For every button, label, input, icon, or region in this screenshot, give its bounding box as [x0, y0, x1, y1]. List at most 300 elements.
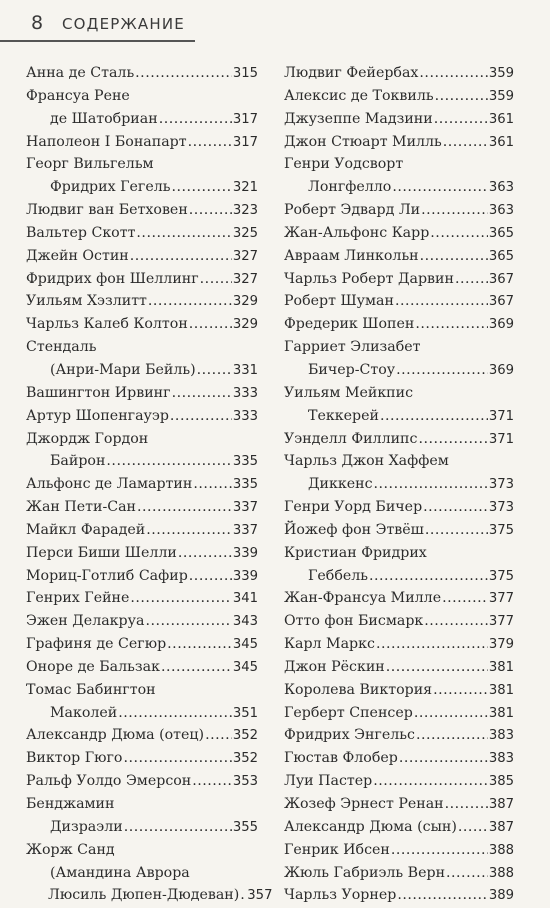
- toc-entry: [26, 793, 258, 839]
- toc-entry-title: Вальтер Скотт: [26, 224, 136, 241]
- toc-entry-page: 361: [488, 111, 514, 127]
- toc-entry-title: Карл Маркс: [284, 636, 375, 653]
- toc-entry-line: [284, 62, 514, 85]
- toc-entry-line: [284, 428, 514, 451]
- toc-entry-title: Виктор Гюго: [26, 750, 123, 767]
- toc-entry-line: [26, 268, 258, 291]
- toc-entry-line: [284, 131, 514, 154]
- toc-entry-title: Людвиг Фейербах: [284, 65, 419, 81]
- toc-leader-dots: [145, 610, 231, 633]
- toc-entry-page: 359: [488, 88, 514, 104]
- toc-entry-line: [26, 496, 258, 519]
- toc-leader-dots: [124, 816, 232, 839]
- toc-entry-page: 367: [488, 271, 514, 287]
- toc-entry-page: 387: [488, 819, 514, 835]
- toc-entry-title: Чарльз Уорнер: [284, 887, 397, 904]
- toc-entry: [26, 336, 258, 382]
- toc-entry-title: Фридрих Энгельс: [284, 727, 415, 744]
- toc-entry-line: [284, 222, 514, 245]
- toc-entry: [26, 268, 258, 291]
- toc-entry: [284, 884, 514, 907]
- toc-entry-title: Люсиль Дюпен-Дюдеван): [48, 887, 240, 904]
- toc-entry: [284, 542, 514, 588]
- toc-entry: [284, 816, 514, 839]
- toc-entry-line: [26, 85, 258, 108]
- toc-entry-page: 389: [488, 888, 514, 904]
- toc-entry: [26, 405, 258, 428]
- toc-entry: [26, 199, 258, 222]
- toc-entry-line: [284, 839, 514, 862]
- toc-leader-dots: [391, 839, 488, 862]
- toc-entry: [284, 382, 514, 428]
- toc-leader-dots: [240, 884, 246, 907]
- toc-entry: [26, 153, 258, 199]
- toc-leader-dots: [118, 702, 232, 725]
- toc-entry-title: Уэнделл Филлипс: [284, 430, 418, 447]
- toc-entry-page: 345: [232, 637, 258, 653]
- toc-entry-title: Жюль Габриэль Верн: [284, 864, 446, 881]
- toc-leader-dots: [424, 610, 488, 633]
- toc-entry-page: 329: [232, 294, 258, 310]
- toc-entry: [26, 633, 258, 656]
- toc-leader-dots: [369, 565, 488, 588]
- toc-entry: [284, 290, 514, 313]
- toc-leader-dots: [434, 108, 488, 131]
- toc-leader-dots: [178, 542, 232, 565]
- toc-entry-page: 337: [232, 500, 258, 516]
- toc-entry-title: Чарльз Джон Хаффем: [284, 453, 449, 470]
- toc-entry-line: [26, 679, 258, 702]
- toc-entry-page: 369: [488, 362, 514, 378]
- toc-entry-page: 375: [488, 522, 514, 538]
- toc-entry-title: Лонгфелло: [308, 179, 392, 196]
- page-number: 8: [31, 12, 44, 34]
- toc-entry-page: 365: [488, 248, 514, 264]
- toc-entry-page: 381: [488, 659, 514, 675]
- toc-entry: [26, 542, 258, 565]
- header-rule: [0, 40, 195, 42]
- toc-column-left: [26, 62, 273, 907]
- toc-entry-line: [26, 702, 258, 725]
- toc-entry-page: 363: [488, 180, 514, 196]
- toc-leader-dots: [430, 222, 488, 245]
- toc-entry: [284, 724, 514, 747]
- toc-entry-page: 337: [232, 522, 258, 538]
- toc-entry: [284, 62, 514, 85]
- toc-entry-page: 345: [232, 659, 258, 675]
- toc-entry-line: [284, 862, 514, 885]
- toc-entry-line: [26, 884, 273, 907]
- toc-leader-dots: [416, 724, 488, 747]
- toc-entry-title: (Амандина Аврора: [50, 864, 190, 881]
- toc-entry-title: Мориц-Готлиб Сафир: [26, 567, 188, 584]
- toc-entry-title: Артур Шопенгауэр: [26, 407, 169, 424]
- toc-entry: [26, 656, 258, 679]
- toc-entry-line: [284, 679, 514, 702]
- toc-entry-title: Джузеппе Мадзини: [284, 110, 433, 127]
- toc-entry-page: 375: [488, 568, 514, 584]
- toc-leader-dots: [443, 131, 488, 154]
- toc-entry-title: Наполеон I Бонапарт: [26, 133, 187, 150]
- toc-entry-line: [284, 816, 514, 839]
- toc-entry-title: Джордж Гордон: [26, 430, 149, 447]
- toc-entry-line: [284, 108, 514, 131]
- toc-entry-line: [26, 222, 258, 245]
- toc-entry-title: Оноре де Бальзак: [26, 658, 160, 675]
- toc-entry-line: [284, 747, 514, 770]
- toc-entry-title: Александр Дюма (сын): [284, 818, 457, 835]
- toc-entry-page: 383: [488, 751, 514, 767]
- toc-entry-line: [284, 336, 514, 359]
- toc-entry-page: 317: [232, 134, 258, 150]
- toc-leader-dots: [170, 405, 232, 428]
- toc-entry-title: Уильям Хэзлитт: [26, 293, 147, 310]
- toc-entry-page: 388: [488, 865, 514, 881]
- toc-leader-dots: [376, 633, 488, 656]
- toc-entry-title: Жан-Альфонс Карр: [284, 224, 430, 241]
- toc-entry: [284, 793, 514, 816]
- toc-entry: [284, 519, 514, 542]
- toc-entry: [26, 770, 258, 793]
- toc-entry-page: 352: [232, 751, 258, 767]
- toc-entry-title: Алексис де Токвиль: [284, 87, 434, 104]
- toc-entry-line: [284, 884, 514, 907]
- toc-entry-title: Графиня де Сегюр: [26, 636, 167, 653]
- toc-entry-page: 365: [488, 225, 514, 241]
- toc-entry: [284, 245, 514, 268]
- toc-entry-title: Бенджамин: [26, 796, 115, 812]
- toc-entry-title: Уильям Мейкпис: [284, 384, 414, 401]
- toc-entry-title: Маколей: [50, 704, 118, 721]
- toc-leader-dots: [395, 290, 488, 313]
- toc-entry-title: Стендаль: [26, 339, 97, 356]
- toc-entry-line: [284, 565, 514, 588]
- toc-entry: [284, 131, 514, 154]
- toc-entry-line: [26, 176, 258, 199]
- toc-entry-line: [26, 450, 258, 473]
- toc-leader-dots: [135, 62, 232, 85]
- toc-entry-title: Джейн Остин: [26, 247, 129, 264]
- toc-entry-title: Диккенс: [308, 476, 373, 493]
- toc-entry-title: Йожеф фон Этвёш: [284, 521, 424, 538]
- toc-entry-page: 371: [488, 431, 514, 447]
- toc-leader-dots: [189, 199, 232, 222]
- toc-entry-line: [26, 405, 258, 428]
- toc-entry-page: 361: [488, 134, 514, 150]
- toc-leader-dots: [425, 519, 488, 542]
- toc-entry-page: 333: [232, 408, 258, 424]
- toc-entry: [284, 656, 514, 679]
- toc-entry-line: [284, 199, 514, 222]
- toc-entry-line: [284, 382, 514, 405]
- toc-leader-dots: [380, 405, 488, 428]
- toc-entry-title: Вашингтон Ирвинг: [26, 384, 171, 401]
- toc-entry-title: Георг Вильгельм: [26, 156, 154, 173]
- toc-entry-page: 369: [488, 317, 514, 333]
- toc-entry-title: Королева Виктория: [284, 681, 433, 698]
- toc-leader-dots: [189, 313, 232, 336]
- toc-entry-title: Чарльз Роберт Дарвин: [284, 270, 454, 287]
- toc-entry: [284, 839, 514, 862]
- toc-leader-dots: [419, 62, 487, 85]
- toc-entry-page: 387: [488, 797, 514, 812]
- toc-entry-page: 357: [247, 888, 273, 904]
- toc-entry: [284, 702, 514, 725]
- toc-entry-line: [284, 633, 514, 656]
- toc-leader-dots: [171, 176, 231, 199]
- toc-leader-dots: [396, 359, 488, 382]
- toc-entry-line: [284, 176, 514, 199]
- toc-entry-page: 335: [232, 454, 258, 470]
- toc-entry: [26, 747, 258, 770]
- toc-entry-title: (Анри-Мари Бейль): [50, 361, 196, 378]
- toc-leader-dots: [455, 268, 488, 291]
- toc-entry-title: Гарриет Элизабет: [284, 339, 421, 356]
- toc-entry-page: 385: [488, 774, 514, 790]
- toc-entry-line: [284, 359, 514, 382]
- toc-entry-title: Жан Пети-Сан: [26, 499, 137, 516]
- toc-entry-line: [284, 770, 514, 793]
- toc-entry-title: Ральф Уолдо Эмерсон: [26, 773, 192, 790]
- toc-entry: [26, 565, 258, 588]
- toc-leader-dots: [421, 199, 488, 222]
- toc-entry-line: [284, 268, 514, 291]
- toc-entry-line: [284, 85, 514, 108]
- toc-leader-dots: [148, 290, 232, 313]
- toc-entry-page: 339: [232, 545, 258, 561]
- toc-leader-dots: [161, 656, 232, 679]
- toc-entry: [284, 450, 514, 496]
- toc-entry-line: [26, 816, 258, 839]
- toc-entry-page: 381: [488, 705, 514, 721]
- toc-entry-line: [26, 108, 258, 131]
- toc-entry-line: [26, 770, 258, 793]
- toc-entry: [284, 679, 514, 702]
- toc-entry-title: Гюстав Флобер: [284, 750, 398, 767]
- toc-leader-dots: [197, 359, 232, 382]
- toc-entry-page: 325: [232, 225, 258, 241]
- toc-entry-title: Эжен Делакруа: [26, 613, 145, 630]
- toc-entry-title: Жорж Санд: [26, 841, 115, 858]
- toc-entry: [26, 496, 258, 519]
- toc-entry-title: Жозеф Эрнест Ренан: [284, 796, 444, 812]
- toc-entry-page: 353: [232, 774, 258, 790]
- toc-entry-page: 363: [488, 203, 514, 219]
- toc-entry-title: Кристиан Фридрих: [284, 544, 427, 561]
- toc-leader-dots: [399, 747, 488, 770]
- toc-entry: [284, 108, 514, 131]
- toc-entry-title: Жан-Франсуа Милле: [284, 590, 442, 607]
- toc-leader-dots: [446, 862, 488, 885]
- toc-leader-dots: [136, 222, 231, 245]
- toc-entry-title: Франсуа Рене: [26, 87, 130, 104]
- toc-entry-line: [26, 62, 258, 85]
- toc-entry: [284, 747, 514, 770]
- toc-entry-line: [26, 724, 258, 747]
- toc-entry-line: [26, 542, 258, 565]
- toc-entry-page: 329: [232, 317, 258, 333]
- toc-entry-page: 355: [232, 819, 258, 835]
- toc-leader-dots: [458, 816, 488, 839]
- toc-leader-dots: [205, 724, 232, 747]
- toc-entry-line: [26, 359, 258, 382]
- toc-entry-page: 327: [232, 271, 258, 287]
- toc-entry-line: [284, 405, 514, 428]
- toc-entry-title: де Шатобриан: [50, 110, 158, 127]
- toc-entry-title: Александр Дюма (отец): [26, 727, 205, 744]
- toc-entry-line: [284, 702, 514, 725]
- toc-entry-title: Луи Пастер: [284, 773, 373, 790]
- toc-entry: [26, 679, 258, 725]
- toc-entry-title: Майкл Фарадей: [26, 521, 146, 538]
- toc-entry-title: Байрон: [50, 453, 106, 470]
- toc-entry-line: [26, 656, 258, 679]
- toc-entry-title: Джон Стюарт Милль: [284, 133, 442, 150]
- toc-entry-line: [26, 793, 258, 816]
- toc-leader-dots: [193, 473, 232, 496]
- toc-entry-line: [284, 542, 514, 565]
- toc-leader-dots: [188, 131, 232, 154]
- toc-entry-page: 383: [488, 728, 514, 744]
- toc-entry: [26, 382, 258, 405]
- toc-entry: [284, 862, 514, 885]
- toc-entry-title: Авраам Линкольн: [284, 247, 419, 264]
- toc-entry: [26, 313, 258, 336]
- toc-entry-line: [284, 153, 514, 176]
- toc-entry-line: [26, 153, 258, 176]
- toc-leader-dots: [167, 633, 232, 656]
- toc-leader-dots: [415, 313, 487, 336]
- toc-entry: [284, 610, 514, 633]
- toc-entry-line: [26, 428, 258, 451]
- toc-leader-dots: [146, 519, 232, 542]
- toc-entry-line: [284, 724, 514, 747]
- toc-entry-title: Перси Биши Шелли: [26, 544, 177, 561]
- toc-entry-page: 377: [488, 591, 514, 607]
- toc-entry-title: Дизраэли: [50, 818, 123, 835]
- toc-entry-page: 343: [232, 614, 258, 630]
- toc-entry-line: [284, 656, 514, 679]
- toc-leader-dots: [386, 656, 488, 679]
- toc-entry: [26, 473, 258, 496]
- toc-entry: [284, 336, 514, 382]
- toc-entry-title: Томас Бабингтон: [26, 681, 156, 698]
- toc-entry-page: 388: [488, 842, 514, 858]
- toc-entry: [26, 222, 258, 245]
- toc-leader-dots: [442, 587, 488, 610]
- toc-entry-title: Джон Рёскин: [284, 658, 385, 675]
- toc-leader-dots: [392, 176, 487, 199]
- toc-entry: [284, 770, 514, 793]
- toc-entry-page: 327: [232, 248, 258, 264]
- toc-entry-title: Роберт Эдвард Ли: [284, 202, 421, 219]
- toc-leader-dots: [373, 770, 488, 793]
- page-title: СОДЕРЖАНИЕ: [62, 15, 185, 33]
- toc-entry-title: Теккерей: [308, 407, 379, 424]
- toc-entry-page: 371: [488, 408, 514, 424]
- toc-entry: [26, 724, 258, 747]
- toc-entry-line: [26, 290, 258, 313]
- toc-entry-line: [284, 245, 514, 268]
- toc-leader-dots: [123, 747, 231, 770]
- toc-column-right: [284, 62, 514, 907]
- toc-entry-page: 323: [232, 203, 258, 219]
- toc-entry-line: [26, 473, 258, 496]
- toc-entry-page: 352: [232, 728, 258, 744]
- toc-entry: [26, 839, 273, 908]
- toc-entry-line: [26, 131, 258, 154]
- toc-entry: [284, 153, 514, 199]
- toc-entry-page: 379: [488, 637, 514, 653]
- toc-leader-dots: [418, 428, 487, 451]
- toc-leader-dots: [137, 496, 232, 519]
- toc-entry-page: 367: [488, 294, 514, 310]
- toc-entry-page: 373: [488, 477, 514, 493]
- toc-entry: [284, 199, 514, 222]
- toc-leader-dots: [423, 496, 488, 519]
- toc-entry-line: [26, 199, 258, 222]
- toc-entry-line: [284, 473, 514, 496]
- toc-entry: [26, 62, 258, 85]
- toc-entry-line: [26, 839, 258, 862]
- toc-leader-dots: [445, 793, 488, 816]
- toc-entry-line: [26, 610, 258, 633]
- toc-entry-page: 373: [488, 500, 514, 516]
- toc-entry-line: [26, 313, 258, 336]
- toc-entry: [26, 131, 258, 154]
- toc-entry-title: Чарльз Калеб Колтон: [26, 316, 188, 333]
- toc-leader-dots: [172, 382, 232, 405]
- toc-entry-line: [284, 290, 514, 313]
- toc-entry: [284, 85, 514, 108]
- toc-entry-line: [284, 450, 514, 473]
- toc-entry-page: 339: [232, 568, 258, 584]
- toc-entry-title: Фридрих Гегель: [50, 179, 171, 196]
- toc-leader-dots: [106, 450, 231, 473]
- toc-entry-title: Генри Уодсворт: [284, 156, 404, 173]
- toc-entry-page: 377: [488, 614, 514, 630]
- toc-entry: [26, 519, 258, 542]
- toc-entry-title: Генрик Ибсен: [284, 841, 390, 858]
- toc-entry-line: [26, 565, 258, 588]
- toc-entry-title: Геббель: [308, 567, 369, 584]
- toc-leader-dots: [435, 85, 488, 108]
- toc-entry-line: [26, 519, 258, 542]
- toc-entry-title: Герберт Спенсер: [284, 704, 413, 721]
- toc-entry-line: [284, 587, 514, 610]
- toc-entry-title: Фридрих фон Шеллинг: [26, 270, 199, 287]
- toc-entry-line: [26, 587, 258, 610]
- toc-entry-page: 351: [232, 705, 258, 721]
- toc-leader-dots: [130, 587, 231, 610]
- toc-entry-line: [26, 747, 258, 770]
- toc-entry: [284, 268, 514, 291]
- toc-entry-line: [26, 862, 258, 885]
- toc-leader-dots: [200, 268, 232, 291]
- toc-entry-title: Анна де Сталь: [26, 65, 135, 81]
- toc-entry-page: 381: [488, 682, 514, 698]
- toc-entry-page: 359: [488, 66, 514, 81]
- toc-entry-page: 335: [232, 477, 258, 493]
- toc-entry-title: Отто фон Бисмарк: [284, 613, 424, 630]
- toc-leader-dots: [414, 702, 488, 725]
- toc-entry: [26, 290, 258, 313]
- toc-entry-title: Альфонс де Ламартин: [26, 476, 193, 493]
- toc-leader-dots: [130, 245, 232, 268]
- toc-leader-dots: [374, 473, 488, 496]
- toc-entry: [284, 428, 514, 451]
- toc-entry: [26, 587, 258, 610]
